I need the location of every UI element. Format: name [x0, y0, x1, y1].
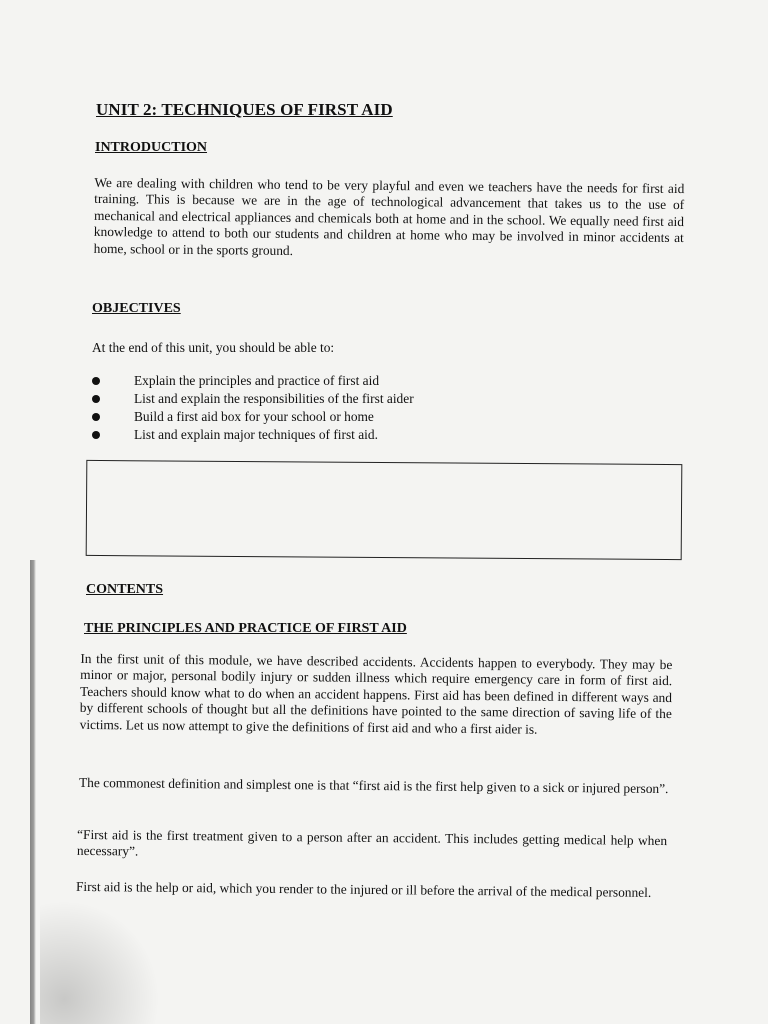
- principles-heading: THE PRINCIPLES AND PRACTICE OF FIRST AID: [84, 621, 407, 636]
- scan-smudge: [40, 900, 160, 1024]
- objective-item: Build a first aid box for your school or home: [92, 408, 414, 426]
- introduction-heading: INTRODUCTION: [95, 140, 208, 155]
- bullet-icon: [92, 431, 100, 439]
- objectives-list: [92, 372, 414, 444]
- definition-paragraph-1: The commonest definition and simplest one is that “first aid is the first help given to a sick or injured person”.: [78, 774, 669, 797]
- empty-box: [86, 460, 683, 560]
- objectives-intro: At the end of this unit, you should be able to:: [92, 340, 335, 355]
- objective-item: List and explain the responsibilities of the first aider: [92, 390, 414, 408]
- definition-paragraph-2: “First aid is the first treatment given to a person after an accident. This includes getting medical help when necessary”.: [76, 826, 668, 859]
- bullet-icon: [92, 395, 100, 403]
- definition-paragraph-3: First aid is the help or aid, which you render to the injured or ill before the arrival of the medical personnel.: [75, 878, 652, 900]
- objectives-heading: OBJECTIVES: [92, 301, 181, 316]
- contents-heading: CONTENTS: [86, 582, 164, 597]
- unit-title: UNIT 2: TECHNIQUES OF FIRST AID: [96, 100, 393, 119]
- scan-shadow: [30, 560, 36, 1024]
- introduction-text: We are dealing with children who tend to be very playful and even we teachers have the needs for first aid training. This is because we are in the age of technological advancement that takes us to the use of mechanical and electrical appliances and chemicals both at home and in the school. We equally need first aid knowledge to attend to both our students and children at home who may be involved in minor accidents at home, school or in the sports ground.: [93, 174, 685, 258]
- bullet-icon: [92, 377, 100, 385]
- objective-item: List and explain major techniques of first aid.: [92, 426, 414, 444]
- principles-paragraph: In the first unit of this module, we have described accidents. Accidents happen to everybody. They may be minor or major, personal bodily injury or sudden illness which require emergency care in form of first aid. Teachers should know what to do when an accident happens. First aid has been defined in different ways and by different schools of thought but all the definitions have pointed to the same direction of saving life of the victims. Let us now attempt to give the definitions of first aid and who a first aider is.: [79, 650, 673, 737]
- objective-item: Explain the principles and practice of first aid: [92, 372, 414, 390]
- bullet-icon: [92, 413, 100, 421]
